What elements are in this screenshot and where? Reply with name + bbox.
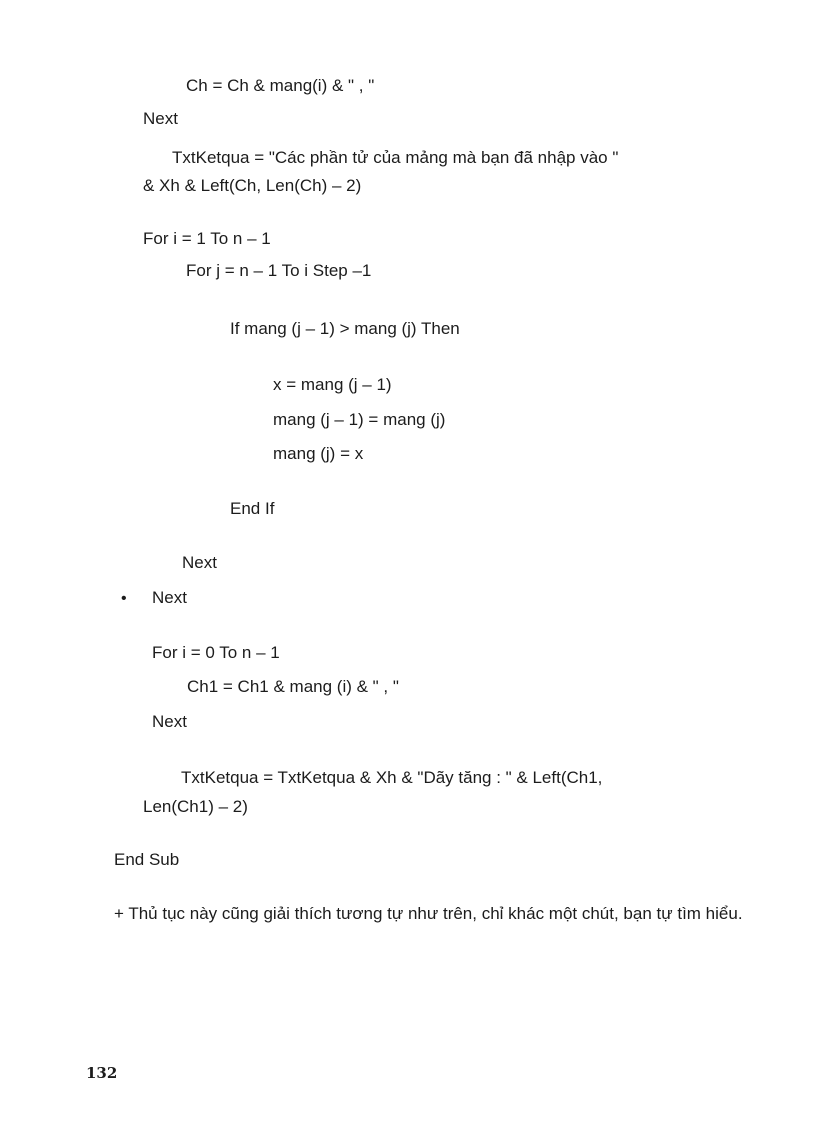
code-line-11: Next: [182, 553, 217, 572]
code-line-16a: TxtKetqua = TxtKetqua & Xh & "Dãy tăng : " & Left(Ch1,: [181, 768, 603, 787]
code-line-2: Next: [143, 109, 178, 128]
explanation-text: + Thủ tục này cũng giải thích tương tự như trên, chỉ khác một chút, bạn tự tìm hiểu.: [114, 904, 743, 923]
code-line-6: If mang (j – 1) > mang (j) Then: [230, 319, 460, 338]
page-number: 132: [86, 1064, 118, 1082]
code-line-13: For i = 0 To n – 1: [152, 643, 280, 662]
code-line-5: For j = n – 1 To i Step –1: [186, 261, 372, 280]
code-line-15: Next: [152, 712, 187, 731]
explanation-paragraph: [86, 903, 746, 925]
code-line-1: Ch = Ch & mang(i) & " , ": [186, 76, 375, 95]
code-line-7: x = mang (j – 1): [273, 375, 392, 394]
code-line-3a: TxtKetqua = "Các phần tử của mảng mà bạn đã nhập vào ": [172, 148, 619, 167]
code-line-8: mang (j – 1) = mang (j): [273, 410, 446, 429]
code-line-14: Ch1 = Ch1 & mang (i) & " , ": [187, 677, 399, 696]
code-line-16b: Len(Ch1) – 2): [143, 797, 248, 816]
code-line-9: mang (j) = x: [273, 444, 364, 463]
code-line-10: End If: [230, 499, 275, 518]
code-line-3b: & Xh & Left(Ch, Len(Ch) – 2): [143, 176, 362, 195]
bullet-mark: •: [121, 590, 127, 607]
code-line-4: For i = 1 To n – 1: [143, 229, 271, 248]
code-line-12: Next: [152, 588, 187, 607]
code-line-17: End Sub: [114, 850, 180, 869]
